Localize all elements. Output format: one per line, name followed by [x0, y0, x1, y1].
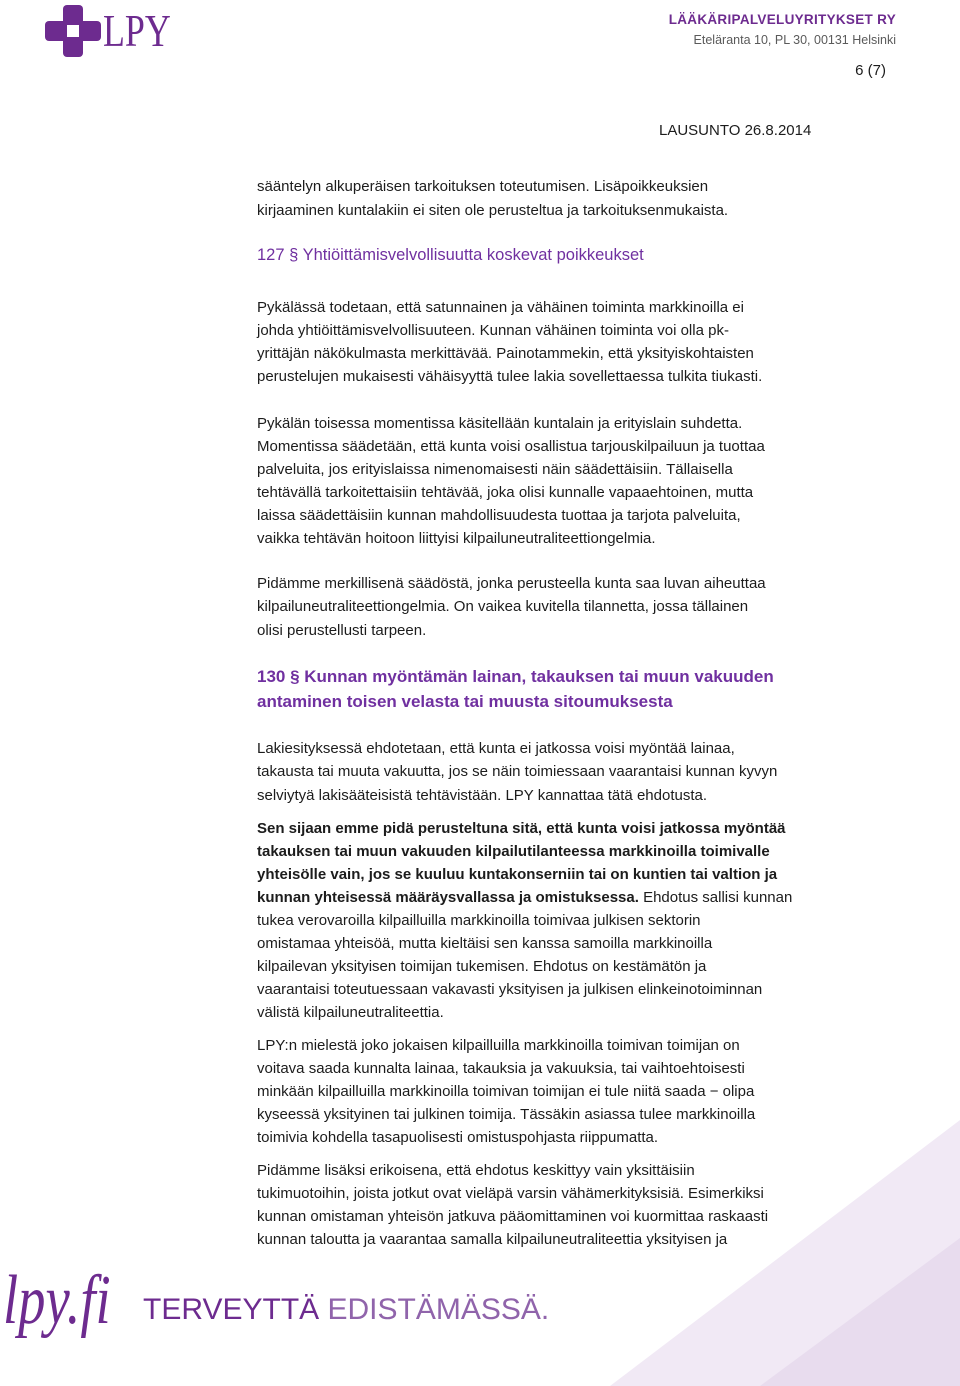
bold-text-line: takauksen tai muun vakuuden kilpailutilanteessa markkinoilla toimivalle — [257, 842, 770, 860]
text-line: tukea verovaroilla kilpailluilla markkinoilla toimivaa julkisen sektorin — [257, 911, 701, 929]
bold-text-segment: kunnan yhteisessä määräysvallassa ja omistuksessa. — [257, 888, 639, 906]
slogan-part-2: EDISTÄMÄSSÄ. — [327, 1293, 550, 1326]
heading-line: antaminen toisen velasta tai muusta sitoumuksesta — [257, 691, 673, 711]
text-line: toimivia kohdella tasapuolisesti omistuspohjasta riippumatta. — [257, 1128, 659, 1146]
heading-line: 130 § Kunnan myöntämän lainan, takauksen tai muun vakuuden — [257, 666, 774, 686]
section-heading-130 — [257, 664, 774, 714]
text-line: palveluita, jos erityislaissa nimenomaisesti näin säädettäisiin. Tällaisella — [257, 461, 733, 478]
text-line: Pidämme merkillisenä säädöstä, jonka perusteella kunta saa luvan aiheuttaa — [257, 574, 766, 592]
text-line: kunnan taloutta ja vaarantaa samalla kilpailuneutraliteettia yksityisen ja — [257, 1231, 728, 1249]
text-line: välistä kilpailuneutraliteettia. — [257, 1003, 444, 1021]
text-line: vaikka tehtävän hoitoon liittyisi kilpailuneutraliteettiongelmia. — [257, 530, 656, 547]
text-line: LPY:n mielestä joko jokaisen kilpailluilla markkinoilla toimivan toimijan on — [257, 1036, 740, 1054]
text-line: Momentissa säädetään, että kunta voisi osallistua tarjouskilpailuun ja tuottaa — [257, 438, 765, 455]
mixed-text-line — [257, 886, 792, 909]
slogan-part-1: TERVEYTTÄ — [143, 1293, 320, 1326]
section-heading-127: 127 § Yhtiöittämisvelvollisuutta koskevat poikkeukset — [257, 246, 644, 264]
text-line: tukimuotoihin, joista jotkut ovat vieläpä varsin vähämerkityksisiä. Esimerkiksi — [257, 1184, 764, 1202]
cross-icon — [45, 5, 101, 57]
bold-text-line: Sen sijaan emme pidä perusteltuna sitä, että kunta voisi jatkossa myöntää — [257, 819, 786, 837]
document-title: LAUSUNTO 26.8.2014 — [659, 122, 812, 139]
text-segment: Ehdotus sallisi kunnan — [638, 888, 793, 906]
text-line: takausta tai muuta vakuutta, jos se näin toimiessaan vaarantaisi kunnan kyvyn — [257, 763, 778, 780]
logo-text: LPY — [103, 5, 171, 56]
text-line: kirjaaminen kuntalakiin ei siten ole perusteltua ja tarkoituksenmukaista. — [257, 202, 729, 219]
text-line: voitava saada kunnalta lainaa, takauksia ja vakuuksia, tai vaihtoehtoisesti — [257, 1059, 745, 1077]
text-line: minkään kilpailluilla markkinoilla toimivan toimijan ei tule niitä saada − olipa — [257, 1082, 755, 1100]
text-line: kunnan omistaman yhteisön jatkuva pääomittaminen voi kuormittaa raskaasti — [257, 1208, 769, 1226]
organization-name: LÄÄKÄRIPALVELUYRITYKSET RY — [668, 12, 896, 27]
text-line: Pykälässä todetaan, että satunnainen ja vähäinen toiminta markkinoilla ei — [257, 299, 744, 316]
text-line: johda yhtiöittämisvelvollisuuteen. Kunnan vähäinen toiminta voi olla pk- — [257, 322, 729, 339]
text-line: perustelujen mukaisesti vähäisyyttä tulee lakia sovellettaessa tulkita tiukasti. — [257, 368, 763, 385]
bold-text-line: yhteisölle vain, jos se kuuluu kuntakonserniin tai on kuntien tai valtion ja — [257, 865, 778, 883]
paragraph-4 — [257, 572, 766, 643]
paragraph-5 — [257, 737, 777, 808]
text-line: laissa säädettäisiin kunnan mahdollisuudesta tuottaa ja tarjota palveluita, — [257, 507, 741, 524]
paragraph-1 — [257, 175, 728, 223]
text-line: Pidämme lisäksi erikoisena, että ehdotus keskittyy vain yksittäisiin — [257, 1161, 695, 1179]
text-line: omistamaa yhteisöä, mutta kieltäisi sen kanssa samoilla markkinoilla — [257, 934, 713, 952]
paragraph-3 — [257, 412, 765, 550]
text-line: kilpailevan yksityisen toimijan tukemisen. Ehdotus on kestämätön ja — [257, 957, 707, 975]
text-line: tehtävällä tarkoitettaisiin tehtävää, joka olisi kunnalle vapaaehtoinen, mutta — [257, 484, 754, 501]
site-logo-text: lpy.fi — [3, 1262, 111, 1339]
text-line: selviytyä lakisääteisistä tehtävistään. LPY kannattaa tätä ehdotusta. — [257, 786, 707, 804]
text-line: kyseessä yksityinen tai julkinen toimija. Tässäkin asiassa tulee markkinoilla — [257, 1105, 756, 1123]
paragraph-2 — [257, 296, 762, 388]
paragraph-8 — [257, 1159, 768, 1252]
text-line: Pykälän toisessa momentissa käsitellään kuntalain ja erityislain suhdetta. — [257, 415, 743, 432]
page-number: 6 (7) — [855, 62, 886, 79]
text-line: olisi perustellusti tarpeen. — [257, 621, 427, 639]
text-line: yrittäjän näkökulmasta merkittävää. Painotammekin, että yksityiskohtaisten — [257, 345, 754, 362]
slogan — [143, 1292, 549, 1328]
text-line: kilpailuneutraliteettiongelmia. On vaikea kuvitella tilannetta, jossa tällainen — [257, 598, 749, 615]
text-line: sääntelyn alkuperäisen tarkoituksen toteutumisen. Lisäpoikkeuksien — [257, 178, 709, 195]
text-line: Lakiesityksessä ehdotetaan, että kunta ei jatkossa voisi myöntää lainaa, — [257, 739, 735, 757]
text-line: vaarantaisi toteutuessaan vakavasti yksityisen ja julkisen elinkeinotoiminnan — [257, 980, 763, 998]
organization-address: Eteläranta 10, PL 30, 00131 Helsinki — [693, 33, 896, 47]
paragraph-7 — [257, 1034, 755, 1149]
paragraph-6 — [257, 817, 792, 1024]
